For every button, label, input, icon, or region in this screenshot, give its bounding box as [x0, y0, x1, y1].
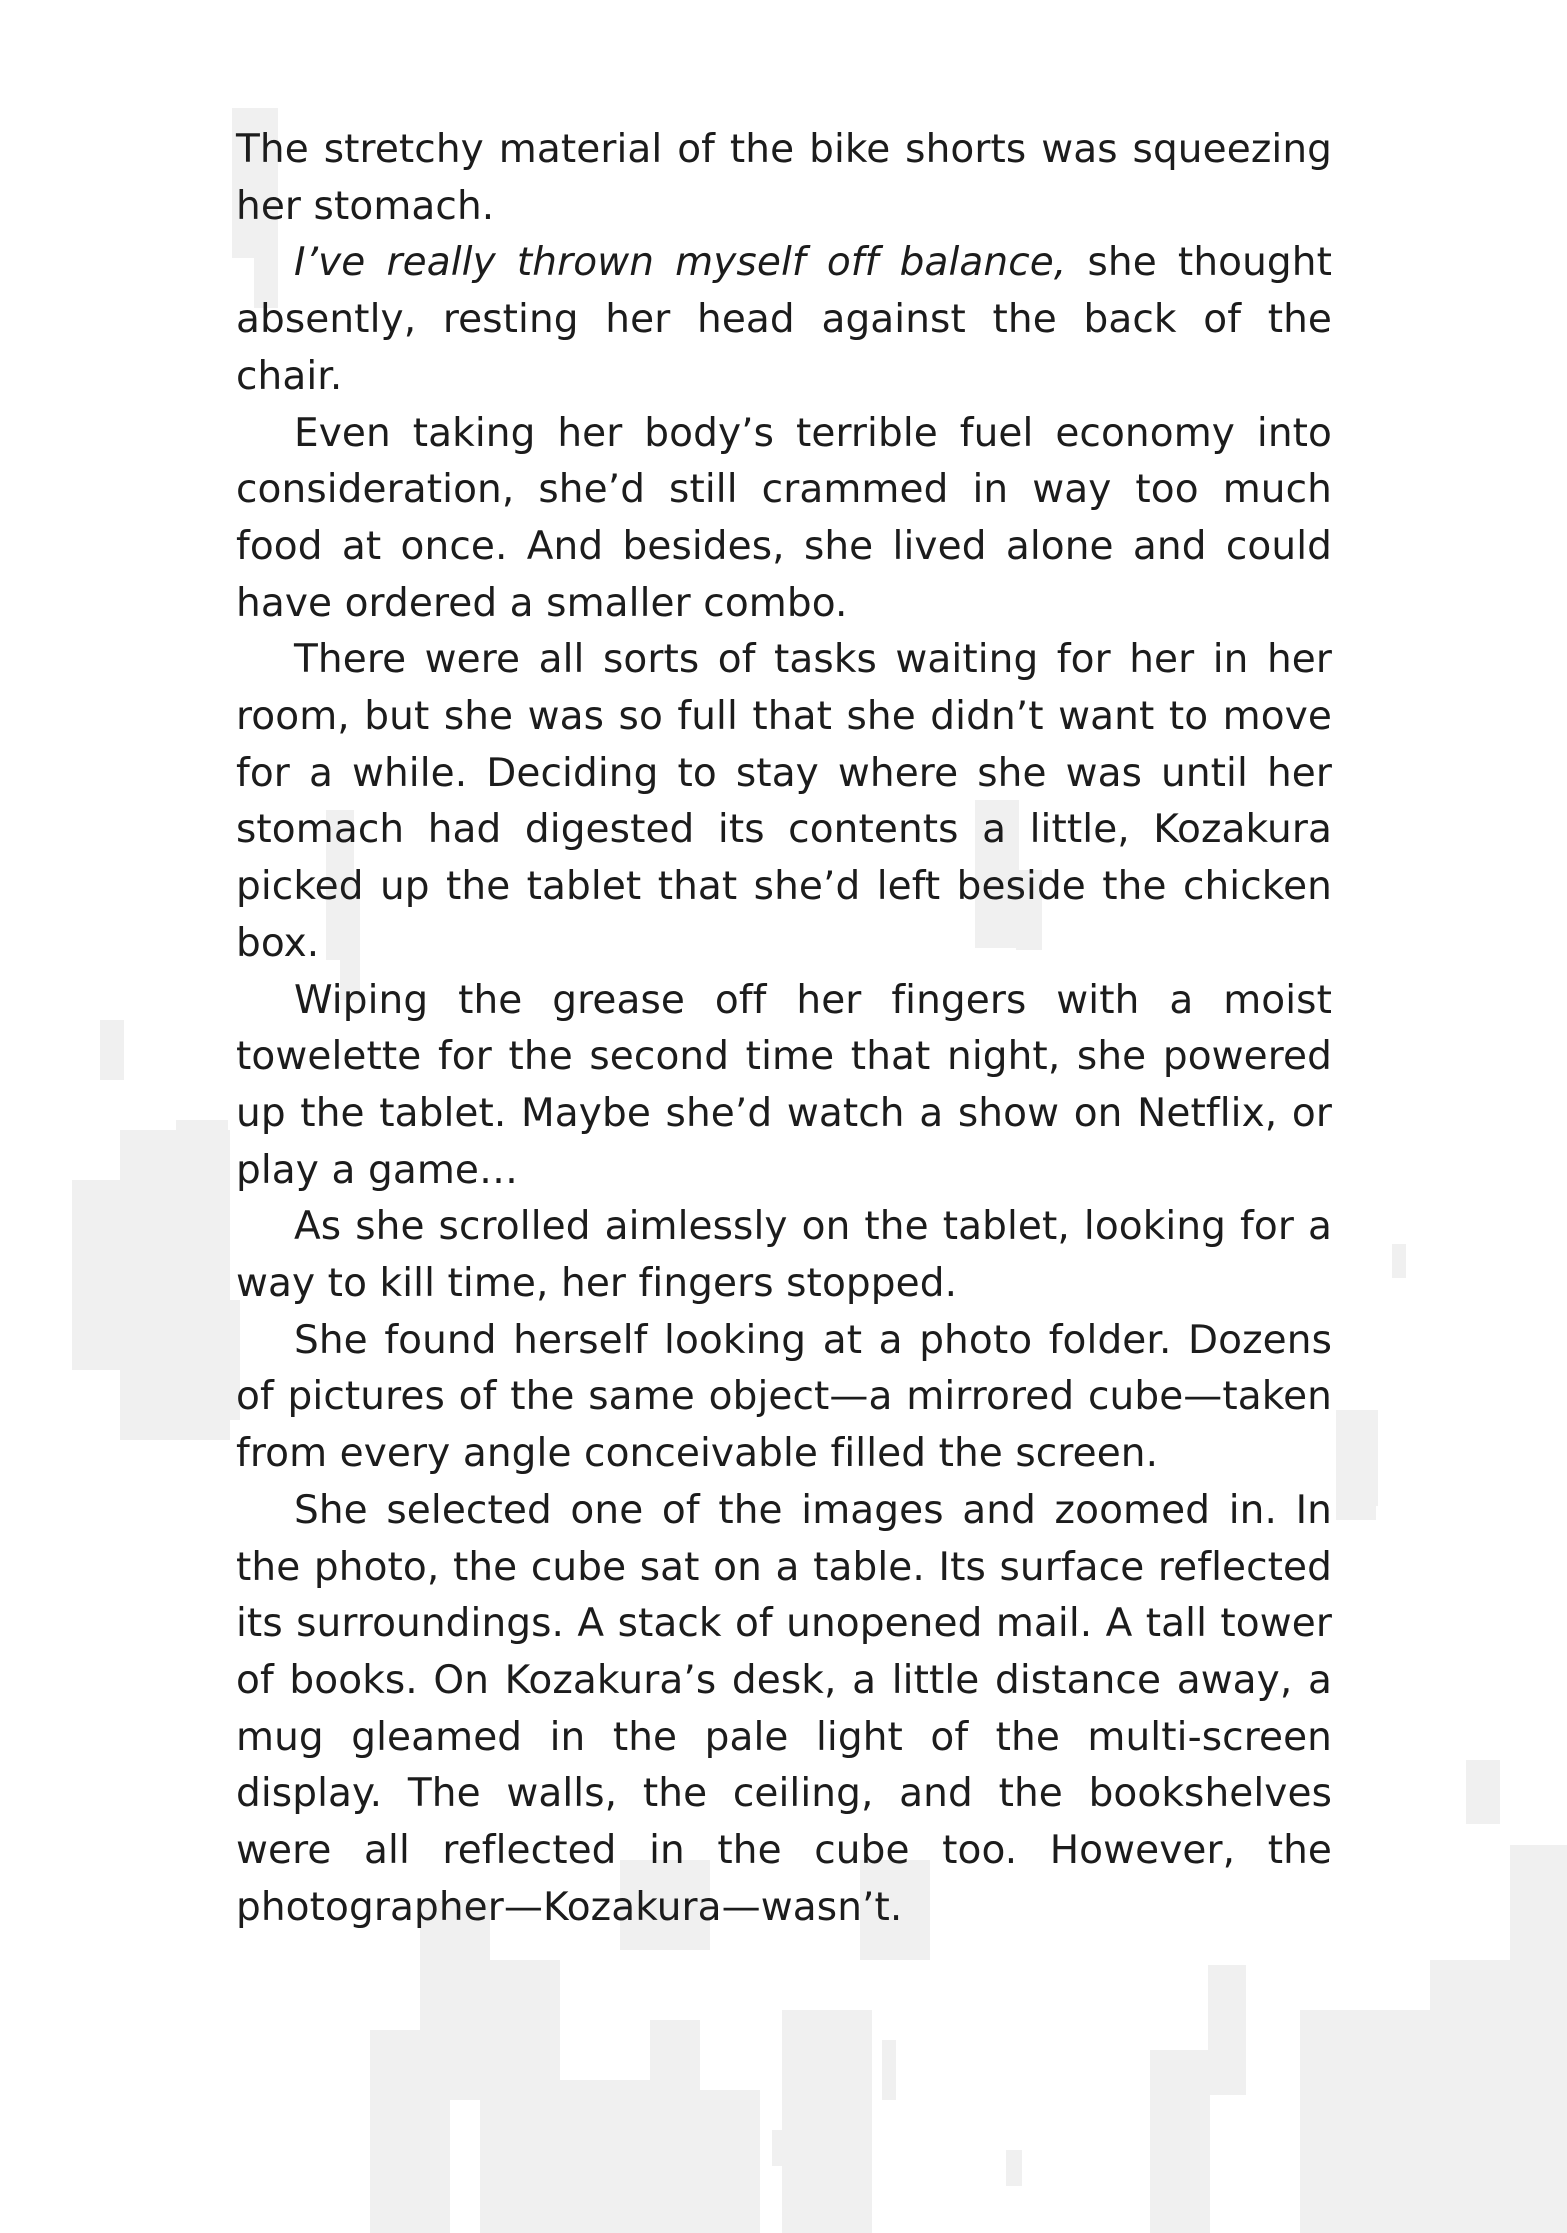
paragraph-7	[236, 1313, 1332, 1483]
paragraph-2-text: she thought absently, resting her head against the back of the chair.	[236, 240, 1332, 399]
paragraph-7-text: She found herself looking at a photo folder. Dozens of pictures of the same object—a mirrored cube—taken from every angle conceivable filled the screen.	[236, 1317, 1332, 1477]
body-text	[236, 122, 1332, 1937]
paragraph-2	[236, 235, 1332, 405]
paragraph-8-text: She selected one of the images and zoomed in. In the photo, the cube sat on a table. Its surface reflected its surroundings. A stack of unopened mail. A tall tower of books. On Kozakura’s desk, a little distance away, a mug gleamed in the pale light of the multi-screen display. The walls, the ceiling, and the bookshelves were all reflected in the cube too. However, the photographer—Kozakura—wasn’t.	[236, 1487, 1332, 1930]
paragraph-5	[236, 973, 1332, 1200]
paragraph-1	[236, 122, 1332, 235]
paragraph-3-text: Even taking her body’s terrible fuel economy into consideration, she’d still crammed in way too much food at once. And besides, she lived alone and could have ordered a smaller combo.	[236, 410, 1332, 626]
paragraph-4-text: There were all sorts of tasks waiting for her in her room, but she was so full that she didn’t want to move for a while. Deciding to stay where she was until her stomach had digested its contents a little, Kozakura picked up the tablet that she’d left beside the chicken box.	[236, 637, 1332, 966]
paragraph-3	[236, 406, 1332, 633]
paragraph-4	[236, 632, 1332, 972]
paragraph-1-text: The stretchy material of the bike shorts was squeezing her stomach.	[236, 127, 1332, 229]
paragraph-5-text: Wiping the grease off her fingers with a moist towelette for the second time that night, she powered up the tablet. Maybe she’d watch a show on Netflix, or play a game…	[236, 977, 1332, 1193]
paragraph-8	[236, 1483, 1332, 1937]
paragraph-2-italic-text: I’ve really thrown myself off balance,	[294, 240, 1067, 286]
paragraph-6	[236, 1199, 1332, 1312]
paragraph-6-text: As she scrolled aimlessly on the tablet, looking for a way to kill time, her fingers stopped.	[236, 1204, 1332, 1307]
